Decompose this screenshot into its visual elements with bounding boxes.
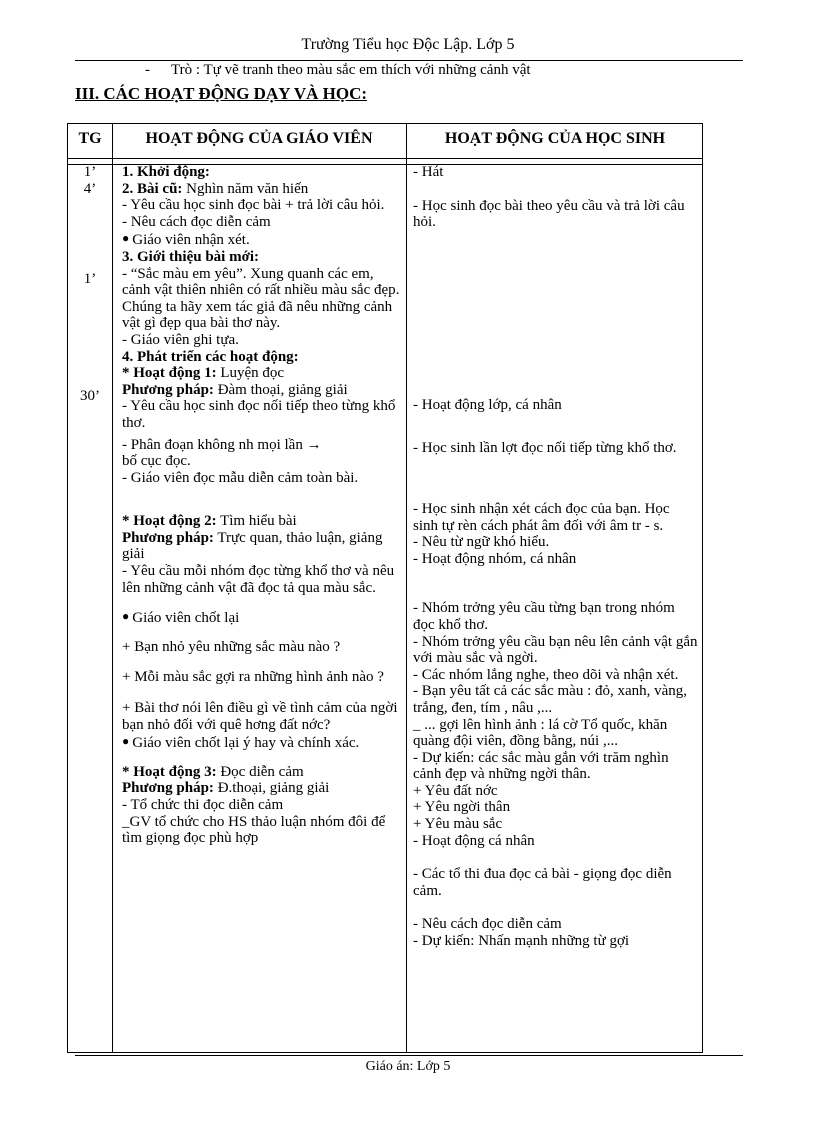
tg-value: 30’ <box>80 388 100 404</box>
teacher-line: - Yêu cầu học sinh đọc nối tiếp theo từng khổ thơ. <box>122 398 396 431</box>
student-line: - Dự kiến: Nhấn mạnh những từ gợi <box>413 933 630 950</box>
col-header-student: HOẠT ĐỘNG CỦA HỌC SINH <box>444 130 666 147</box>
column-divider <box>112 124 113 1052</box>
column-divider <box>406 124 407 1052</box>
bullet-dot-icon: ● <box>122 609 130 624</box>
student-line: + Yêu màu sắc <box>413 816 503 833</box>
teacher-line: + Mỗi màu sắc gợi ra những hình ảnh nào ? <box>122 669 384 686</box>
method-text: Đàm thoại, giảng giải <box>213 381 348 398</box>
teacher-line: Giáo viên chốt lại ý hay và chính xác. <box>132 735 360 752</box>
page-footer: Giáo án: Lớp 5 <box>365 1059 451 1074</box>
student-line: - Hoạt động lớp, cá nhân <box>413 396 562 413</box>
section-bai-cu: 2. Bài cũ: <box>122 180 183 197</box>
teacher-line: - Yêu cầu mỗi nhóm đọc từng khổ thơ và nêu lên những cảnh vật đã đọc tả qua màu sắc. <box>122 563 395 596</box>
teacher-line: - Tổ chức thi đọc diễn cảm <box>122 797 284 813</box>
teacher-line: - Nêu cách đọc diễn cảm <box>122 213 271 230</box>
method-text: Trực quan, thảo luận, giảng giải <box>122 529 383 563</box>
teacher-line: + Bài thơ nói lên điều gì về tình cảm của ngời bạn nhỏ đối với quê hơng đất nớc? <box>122 700 398 733</box>
activity-3-title: * Hoạt động 3: <box>122 763 217 780</box>
section-phat-trien: 4. Phát triển các hoạt động: <box>122 348 299 365</box>
activity-2-title: * Hoạt động 2: <box>122 513 217 530</box>
footer-rule <box>75 1055 743 1056</box>
student-line: - Nhóm trởng yêu cầu bạn nêu lên cảnh vật gắn với màu sắc và ngời. <box>413 633 698 667</box>
activity-1-topic: Luyện đọc <box>216 365 285 382</box>
student-line: + Yêu đất nớc <box>413 782 498 799</box>
teacher-line: - Yêu cầu học sinh đọc bài + trả lời câu hỏi. <box>122 197 385 214</box>
student-line: - Dự kiến: các sắc màu gắn với trăm nghìn cảnh đẹp và những ngời thân. <box>413 749 669 783</box>
bullet-dash: - <box>145 62 150 78</box>
arrow-icon: → <box>306 436 322 453</box>
tg-value: 1’ <box>83 271 97 287</box>
teacher-line: - Phân đoạn không nh mọi lần <box>122 436 303 453</box>
method-label: Phương pháp: <box>122 529 214 546</box>
bullet-dot-icon: ● <box>122 734 130 749</box>
teacher-line: bố cục đọc. <box>122 453 191 470</box>
student-line: - Hoạt động nhóm, cá nhân <box>413 550 577 567</box>
activity-3-topic: Đọc diễn cảm <box>216 763 304 780</box>
method-label: Phương pháp: <box>122 780 214 797</box>
activity-1-title: * Hoạt động 1: <box>122 365 217 382</box>
student-line: - Học sinh lần lợt đọc nối tiếp từng khổ thơ. <box>413 440 677 457</box>
col-header-tg: TG <box>78 130 102 147</box>
teacher-line: - “Sắc màu em yêu”. Xung quanh các em, cảnh vật thiên nhiên có rất nhiều màu sắc đẹp. Chúng ta hãy xem tác giả đã nêu những cảnh vật gì đẹp qua bài thơ này. <box>122 265 400 332</box>
lesson-table <box>67 123 703 1053</box>
bullet-dot-icon: ● <box>122 231 130 246</box>
student-line: - Hoạt động cá nhân <box>413 832 535 849</box>
tg-value: 4’ <box>83 181 97 197</box>
teacher-line: + Bạn nhỏ yêu những sắc màu nào ? <box>122 638 341 655</box>
student-line: - Các nhóm lắng nghe, theo dõi và nhận xét. <box>413 666 679 683</box>
col-header-teacher: HOẠT ĐỘNG CỦA GIÁO VIÊN <box>145 130 373 147</box>
student-line: - Nêu cách đọc diễn cảm <box>413 916 562 933</box>
teacher-line: _GV tổ chức cho HS thảo luận nhóm đôi để tìm giọng đọc phù hợp <box>122 813 386 847</box>
student-line: + Yêu ngời thân <box>413 799 511 816</box>
student-column <box>413 164 698 950</box>
teacher-line: Giáo viên nhận xét. <box>132 232 250 249</box>
teacher-line: - Giáo viên đọc mẫu diễn cảm toàn bài. <box>122 469 359 486</box>
section-title: III. CÁC HOẠT ĐỘNG DẠY VÀ HỌC: <box>75 84 368 103</box>
teacher-line: - Giáo viên ghi tựa. <box>122 331 239 348</box>
teacher-line: Giáo viên chốt lại <box>132 610 240 627</box>
teacher-column <box>122 164 402 847</box>
header-rule <box>75 60 743 61</box>
method-text: Đ.thoại, giảng giải <box>213 780 330 797</box>
bai-cu-topic: Nghìn năm văn hiến <box>182 180 309 197</box>
activity-2-topic: Tìm hiểu bài <box>216 513 297 530</box>
student-line: - Nhóm trởng yêu cầu từng bạn trong nhóm đọc khổ thơ. <box>413 600 675 633</box>
student-line: - Bạn yêu tất cả các sắc màu : đỏ, xanh, vàng, trắng, đen, tím , nâu ,... <box>413 683 688 716</box>
section-khoi-dong: 1. Khởi động: <box>122 164 210 180</box>
table-header-row <box>68 124 702 159</box>
student-line: - Học sinh nhận xét cách đọc của bạn. Học sinh tự rèn cách phát âm đối với âm tr - s. <box>413 500 670 534</box>
method-label: Phương pháp: <box>122 381 214 398</box>
student-line: _ ... gợi lên hình ảnh : lá cờ Tổ quốc, khăn quàng đội viên, đồng bằng, núi ,... <box>413 716 668 750</box>
section-gioi-thieu: 3. Giới thiệu bài mới: <box>122 248 260 265</box>
tg-value: 1’ <box>83 164 97 180</box>
objective-bullet <box>145 62 531 79</box>
student-line: - Nêu từ ngữ khó hiểu. <box>413 534 550 551</box>
student-line: - Hát <box>413 164 444 180</box>
page-header-title: Trường Tiểu học Độc Lập. Lớp 5 <box>301 36 515 53</box>
objective-text: Trò : Tự vẽ tranh theo màu sắc em thích với những cảnh vật <box>171 62 531 78</box>
student-line: - Học sinh đọc bài theo yêu cầu và trả lời câu hỏi. <box>413 197 685 231</box>
student-line: - Các tổ thi đua đọc cả bài - giọng đọc diễn cảm. <box>413 866 672 899</box>
